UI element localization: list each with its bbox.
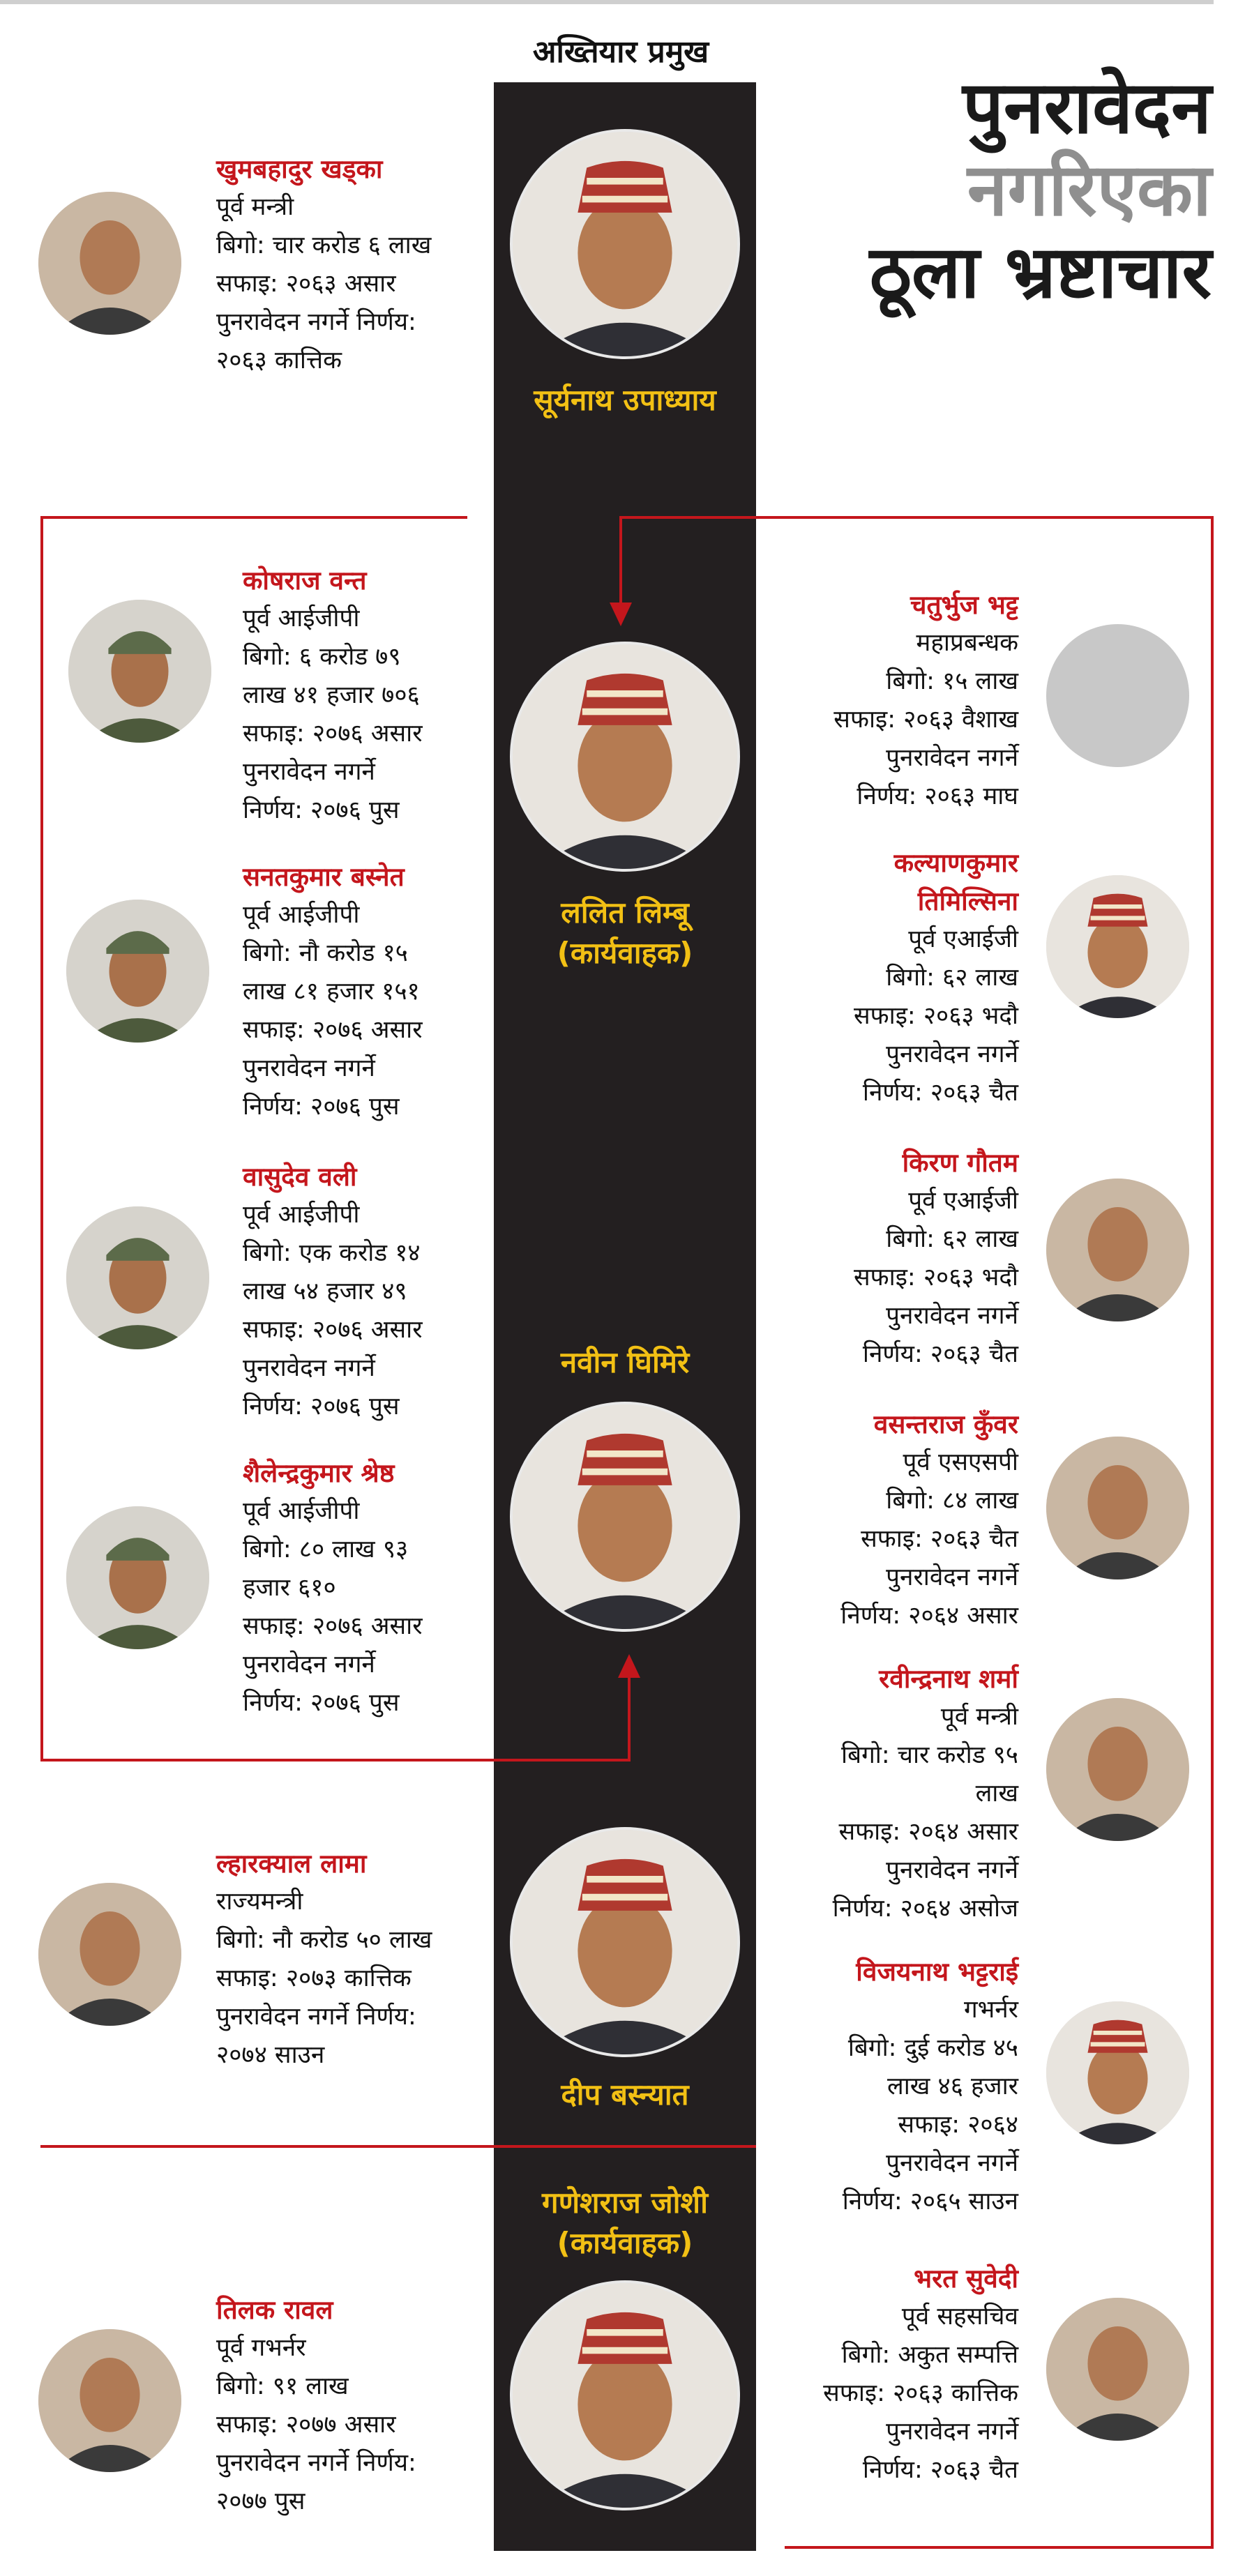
up-arrow-icon bbox=[618, 1654, 640, 1678]
right-entry-6 bbox=[767, 1953, 1018, 2221]
right-entry-5 bbox=[767, 1660, 1018, 1928]
chief-photo-1 bbox=[510, 129, 740, 359]
person-name: किरण गौतम bbox=[902, 1148, 1018, 1178]
detail-line: लाख ४६ हजार bbox=[886, 2073, 1018, 2100]
detail-line: निर्णय: २०६४ असोज bbox=[832, 1895, 1018, 1923]
detail-line: पूर्व आईजीपी bbox=[243, 605, 360, 632]
detail-line: पुनरावेदन नगर्ने bbox=[243, 1651, 375, 1679]
person-name: रवीन्द्रनाथ शर्मा bbox=[879, 1664, 1018, 1694]
detail-line: बिगो: ८४ लाख bbox=[886, 1487, 1018, 1515]
left-entry-1 bbox=[216, 150, 488, 380]
detail-line: बिगो: ८० लाख ९३ bbox=[243, 1536, 409, 1563]
detail-line: सफाइ: २०६४ असार bbox=[838, 1818, 1018, 1846]
detail-line: पुनरावेदन नगर्ने निर्णय: bbox=[216, 2449, 416, 2477]
detail-line: पूर्व सहसचिव bbox=[901, 2303, 1018, 2331]
chief-name-3: नवीन घिमिरे bbox=[560, 1345, 690, 1379]
chief-photo-4 bbox=[510, 1827, 740, 2057]
detail-line: महाप्रबन्धक bbox=[916, 629, 1018, 657]
detail-line: पुनरावेदन नगर्ने bbox=[886, 2149, 1018, 2177]
detail-line: बिगो: चार करोड ६ लाख bbox=[216, 232, 432, 259]
left-entry-3 bbox=[243, 858, 487, 1126]
detail-line: पुनरावेदन नगर्ने bbox=[886, 1302, 1018, 1330]
chief-photo-5 bbox=[510, 2280, 740, 2510]
left-photo-4 bbox=[66, 1206, 209, 1349]
right-photo-2 bbox=[1046, 875, 1189, 1018]
detail-line: बिगो: चार करोड ९५ bbox=[841, 1741, 1018, 1769]
title-line-3: ठूला भ्रष्टाचार bbox=[869, 229, 1212, 315]
detail-line: निर्णय: २०६३ चैत bbox=[862, 1079, 1018, 1107]
detail-line: सफाइ: २०६४ bbox=[898, 2111, 1018, 2139]
title-line-1: पुनरावेदन bbox=[962, 65, 1212, 150]
detail-line: बिगो: ९१ लाख bbox=[216, 2372, 349, 2400]
right-bracket-down-line bbox=[619, 516, 622, 607]
person-name: चतुर्भुज भट्ट bbox=[910, 590, 1018, 620]
detail-line: निर्णय: २०६३ चैत bbox=[862, 1340, 1018, 1368]
right-photo-3 bbox=[1046, 1179, 1189, 1321]
section-divider bbox=[40, 2145, 756, 2148]
detail-line: निर्णय: २०७६ पुस bbox=[243, 1689, 400, 1717]
detail-line: गभर्नर bbox=[963, 1996, 1018, 2024]
person-name-continued: तिमिल्सिना bbox=[917, 886, 1018, 916]
detail-line: पुनरावेदन नगर्ने bbox=[243, 1054, 375, 1082]
right-photo-6 bbox=[1046, 2001, 1189, 2144]
detail-line: सफाइ: २०७६ असार bbox=[243, 720, 423, 748]
left-entry-4 bbox=[243, 1158, 487, 1426]
detail-line: पुनरावेदन नगर्ने bbox=[886, 1856, 1018, 1884]
detail-line: निर्णय: २०७६ पुस bbox=[243, 1393, 400, 1420]
detail-line: लाख ४१ हजार ७०६ bbox=[243, 681, 420, 709]
detail-line: बिगो: ६२ लाख bbox=[886, 1225, 1018, 1253]
detail-line: सफाइ: २०६३ वैशाख bbox=[833, 706, 1018, 734]
detail-line: पुनरावेदन नगर्ने bbox=[886, 744, 1018, 772]
detail-line: बिगो: १५ लाख bbox=[886, 667, 1018, 695]
left-photo-5 bbox=[66, 1506, 209, 1649]
down-arrow-icon bbox=[610, 603, 632, 626]
detail-line: बिगो: अकुत सम्पत्ति bbox=[841, 2341, 1018, 2369]
left-entry-6 bbox=[216, 1844, 488, 2075]
left-photo-1 bbox=[38, 192, 181, 335]
detail-line: बिगो: ६ करोड ७९ bbox=[243, 643, 401, 671]
detail-line: लाख bbox=[975, 1780, 1018, 1808]
person-name: कल्याणकुमार bbox=[893, 848, 1018, 878]
detail-line: पूर्व गभर्नर bbox=[216, 2334, 306, 2362]
detail-line: पुनरावेदन नगर्ने bbox=[886, 2418, 1018, 2446]
detail-line: सफाइ: २०७६ असार bbox=[243, 1016, 423, 1044]
detail-line: निर्णय: २०७६ पुस bbox=[243, 1093, 400, 1121]
person-name: ल्हारक्याल लामा bbox=[216, 1849, 367, 1879]
chief-name-1: सूर्यनाथ उपाध्याय bbox=[534, 383, 716, 417]
detail-line: पूर्व मन्त्री bbox=[940, 1703, 1018, 1731]
right-bracket-side bbox=[1211, 516, 1214, 2549]
detail-line: बिगो: एक करोड १४ bbox=[243, 1239, 421, 1267]
detail-line: सफाइ: २०७३ कात्तिक bbox=[216, 1964, 412, 1992]
title-line-2: नगरिएका bbox=[967, 147, 1212, 232]
detail-line: पुनरावेदन नगर्ने bbox=[886, 1563, 1018, 1591]
chief-name-4: दीप बस्न्यात bbox=[561, 2077, 689, 2112]
left-bracket-up-line bbox=[628, 1674, 631, 1761]
left-photo-3 bbox=[66, 900, 209, 1043]
detail-line: पूर्व आईजीपी bbox=[243, 1201, 360, 1229]
detail-line: पुनरावेदन नगर्ने निर्णय: bbox=[216, 2003, 416, 2031]
person-name: शैलेन्द्रकुमार श्रेष्ठ bbox=[243, 1458, 395, 1488]
left-entry-7 bbox=[216, 2291, 488, 2521]
person-name: कोषराज वन्त bbox=[243, 566, 367, 596]
right-bracket-top bbox=[619, 516, 1214, 519]
chief-name-5 bbox=[494, 2183, 756, 2264]
left-bracket-top bbox=[40, 516, 467, 519]
right-entry-1 bbox=[767, 586, 1018, 816]
chief-timeline-spine bbox=[494, 82, 756, 2551]
chief-photo-3 bbox=[510, 1402, 740, 1632]
chief-name-5-text: गणेशराज जोशी bbox=[542, 2185, 708, 2220]
detail-line: निर्णय: २०७६ पुस bbox=[243, 796, 400, 824]
detail-line: पुनरावेदन नगर्ने bbox=[886, 1040, 1018, 1068]
detail-line: पुनरावेदन नगर्ने bbox=[243, 758, 375, 786]
person-name: सनतकुमार बस्नेत bbox=[243, 862, 405, 892]
right-photo-placeholder bbox=[1046, 624, 1189, 767]
detail-line: सफाइ: २०६३ भदौ bbox=[854, 1002, 1018, 1030]
detail-line: सफाइ: २०७६ असार bbox=[243, 1612, 423, 1640]
chief-role-5: (कार्यवाहक) bbox=[557, 2226, 693, 2260]
left-photo-2 bbox=[68, 600, 211, 743]
detail-line: बिगो: नौ करोड ५० लाख bbox=[216, 1926, 432, 1954]
detail-line: पूर्व एआईजी bbox=[908, 925, 1018, 953]
column-header: अख्तियार प्रमुख bbox=[532, 34, 709, 70]
right-photo-5 bbox=[1046, 1698, 1189, 1841]
detail-line: २०७४ साउन bbox=[216, 2041, 325, 2069]
detail-line: हजार ६१० bbox=[243, 1574, 336, 1602]
detail-line: लाख ८१ हजार १५१ bbox=[243, 978, 420, 1006]
detail-line: पूर्व मन्त्री bbox=[216, 193, 294, 221]
detail-line: राज्यमन्त्री bbox=[216, 1888, 303, 1916]
detail-line: पुनरावेदन नगर्ने निर्णय: bbox=[216, 308, 416, 336]
detail-line: निर्णय: २०६३ माघ bbox=[857, 782, 1018, 810]
person-name: वासुदेव वली bbox=[243, 1162, 357, 1192]
detail-line: सफाइ: २०६३ कात्तिक bbox=[823, 2379, 1018, 2407]
detail-line: निर्णय: २०६५ साउन bbox=[842, 2188, 1018, 2215]
person-name: खुमबहादुर खड्का bbox=[216, 154, 383, 184]
detail-line: बिगो: नौ करोड १५ bbox=[243, 939, 408, 967]
person-name: वसन्तराज कुँवर bbox=[873, 1409, 1018, 1439]
chief-name-2 bbox=[494, 893, 756, 973]
detail-line: पूर्व आईजीपी bbox=[243, 901, 360, 929]
main-title bbox=[870, 66, 1212, 313]
detail-line: निर्णय: २०६४ असार bbox=[840, 1602, 1018, 1630]
chief-role-2: (कार्यवाहक) bbox=[557, 936, 693, 970]
person-name: विजयनाथ भट्टराई bbox=[856, 1957, 1018, 1987]
chief-name-2-text: ललित लिम्बू bbox=[561, 895, 689, 930]
left-bracket-side bbox=[40, 516, 43, 1761]
left-photo-6 bbox=[38, 1883, 181, 2026]
top-rule bbox=[0, 0, 1214, 4]
detail-line: लाख ५४ हजार ४९ bbox=[243, 1278, 407, 1305]
detail-line: बिगो: ६२ लाख bbox=[886, 964, 1018, 992]
right-entry-2 bbox=[767, 844, 1018, 1112]
detail-line: बिगो: दुई करोड ४५ bbox=[847, 2034, 1018, 2062]
right-photo-7 bbox=[1046, 2298, 1189, 2441]
detail-line: सफाइ: २०६३ चैत bbox=[861, 1525, 1018, 1553]
detail-line: सफाइ: २०७७ असार bbox=[216, 2411, 396, 2439]
left-entry-5 bbox=[243, 1454, 487, 1722]
person-name: भरत सुवेदी bbox=[914, 2264, 1018, 2294]
detail-line: सफाइ: २०७६ असार bbox=[243, 1316, 423, 1344]
right-entry-4 bbox=[767, 1405, 1018, 1635]
left-entry-2 bbox=[243, 561, 487, 830]
detail-line: पूर्व एसएसपी bbox=[903, 1448, 1018, 1476]
detail-line: २०६३ कात्तिक bbox=[216, 347, 342, 374]
detail-line: पुनरावेदन नगर्ने bbox=[243, 1354, 375, 1382]
detail-line: पूर्व एआईजी bbox=[908, 1187, 1018, 1215]
right-entry-7 bbox=[767, 2259, 1018, 2490]
detail-line: सफाइ: २०६३ भदौ bbox=[854, 1264, 1018, 1291]
detail-line: पूर्व आईजीपी bbox=[243, 1497, 360, 1525]
right-entry-3 bbox=[767, 1144, 1018, 1374]
right-bracket-bottom bbox=[785, 2546, 1214, 2549]
detail-line: सफाइ: २०६३ असार bbox=[216, 270, 396, 298]
person-name: तिलक रावल bbox=[216, 2295, 333, 2325]
left-bracket-bottom bbox=[40, 1759, 631, 1761]
chief-photo-2 bbox=[510, 642, 740, 872]
detail-line: निर्णय: २०६३ चैत bbox=[862, 2456, 1018, 2484]
right-photo-4 bbox=[1046, 1437, 1189, 1579]
left-photo-7 bbox=[38, 2329, 181, 2472]
detail-line: २०७७ पुस bbox=[216, 2487, 305, 2515]
